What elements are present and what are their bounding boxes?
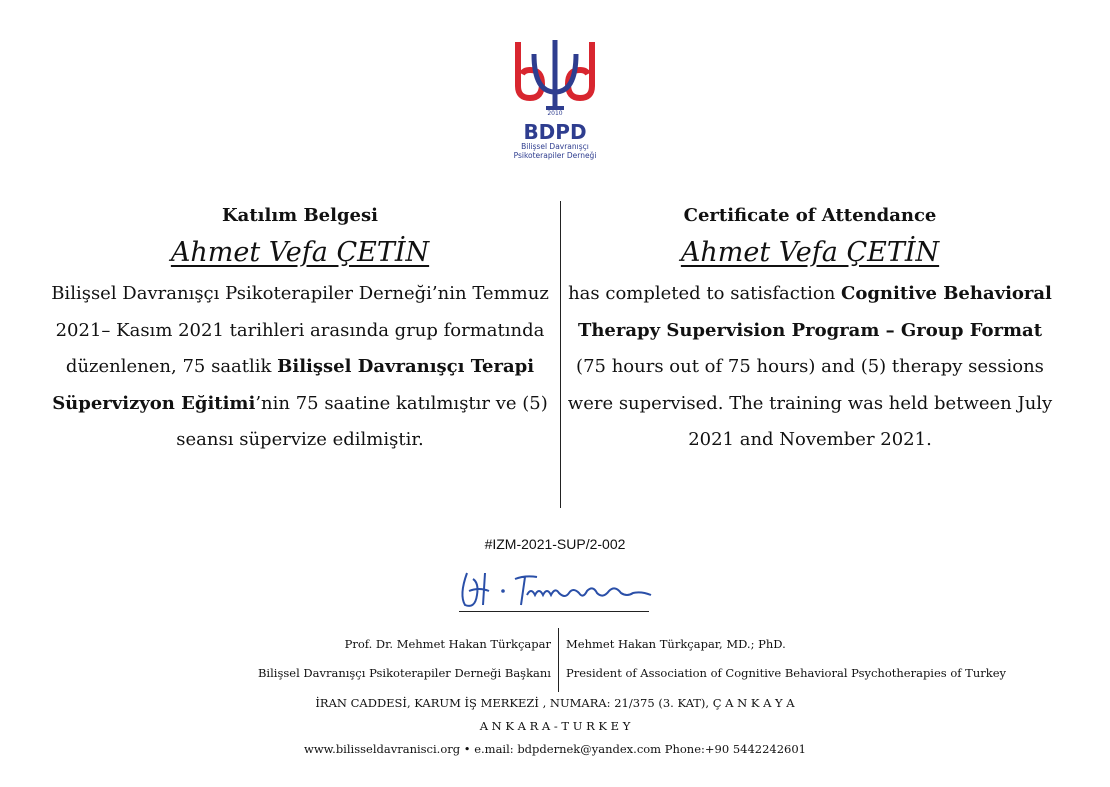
column-divider [560, 201, 561, 508]
signatory-name-english: Mehmet Hakan Türkçapar, MD.; PhD. [566, 637, 786, 651]
logo-year: 2010 [547, 110, 563, 117]
handwritten-signature [455, 565, 655, 613]
signatory-turkish [258, 630, 551, 688]
signatory-english [566, 630, 1006, 688]
turkish-heading: Katılım Belgesi [222, 205, 378, 226]
contact-line: www.bilisseldavranisci.org • e.mail: bdpdernek@yandex.com Phone:+90 5442242601 [304, 742, 806, 756]
logo-subtitle-line2: Psikoterapiler Derneği [513, 151, 597, 160]
signature-line [459, 611, 649, 612]
turkish-program-name: Bilişsel Davranışçı Terapi Süpervizyon Eğitimi [52, 356, 535, 414]
bdpd-logo [508, 36, 602, 166]
english-heading: Certificate of Attendance [683, 205, 937, 226]
turkish-certificate-column [50, 200, 550, 459]
turkish-text-part2: ’nin 75 saatine katılmıştır ve (5) seansı süpervize edilmiştir. [176, 392, 548, 450]
address-line2: A N K A R A - T U R K E Y [479, 719, 631, 733]
footer-contact-info [0, 692, 1110, 761]
turkish-body-text [50, 276, 550, 459]
english-text-part2: (75 hours out of 75 hours) and (5) therapy sessions were supervised. The training was held between July 2021 and November 2021. [567, 356, 1053, 450]
certificate-number: #IZM-2021-SUP/2-002 [484, 536, 626, 552]
english-program-name: Cognitive Behavioral Therapy Supervision Program – Group Format [577, 283, 1052, 341]
signatory-name-turkish: Prof. Dr. Mehmet Hakan Türkçapar [344, 637, 551, 651]
signatory-title-english: President of Association of Cognitive Behavioral Psychotherapies of Turkey [566, 666, 1007, 680]
english-text-part1: has completed to satisfaction [568, 283, 842, 304]
logo-abbreviation: BDPD [523, 120, 587, 144]
logo-subtitle-line1: Bilişsel Davranışçı [521, 142, 589, 151]
recipient-name-english: Ahmet Vefa ÇETİN [680, 237, 940, 268]
turkish-text-part1: Bilişsel Davranışçı Psikoterapiler Derneği’nin Temmuz 2021– Kasım 2021 tarihleri arasında grup formatında düzenlenen, 75 saatlik [51, 283, 549, 377]
english-certificate-column [565, 200, 1055, 459]
address-line1: İRAN CADDESİ, KARUM İŞ MERKEZİ , NUMARA: 21/375 (3. KAT), Ç A N K A Y A [315, 696, 795, 710]
english-body-text [565, 276, 1055, 459]
signatory-divider [558, 628, 559, 692]
signatory-title-turkish: Bilişsel Davranışçı Psikoterapiler Derneği Başkanı [257, 666, 551, 680]
psi-emblem-icon [508, 36, 602, 116]
recipient-name-turkish: Ahmet Vefa ÇETİN [170, 237, 430, 268]
